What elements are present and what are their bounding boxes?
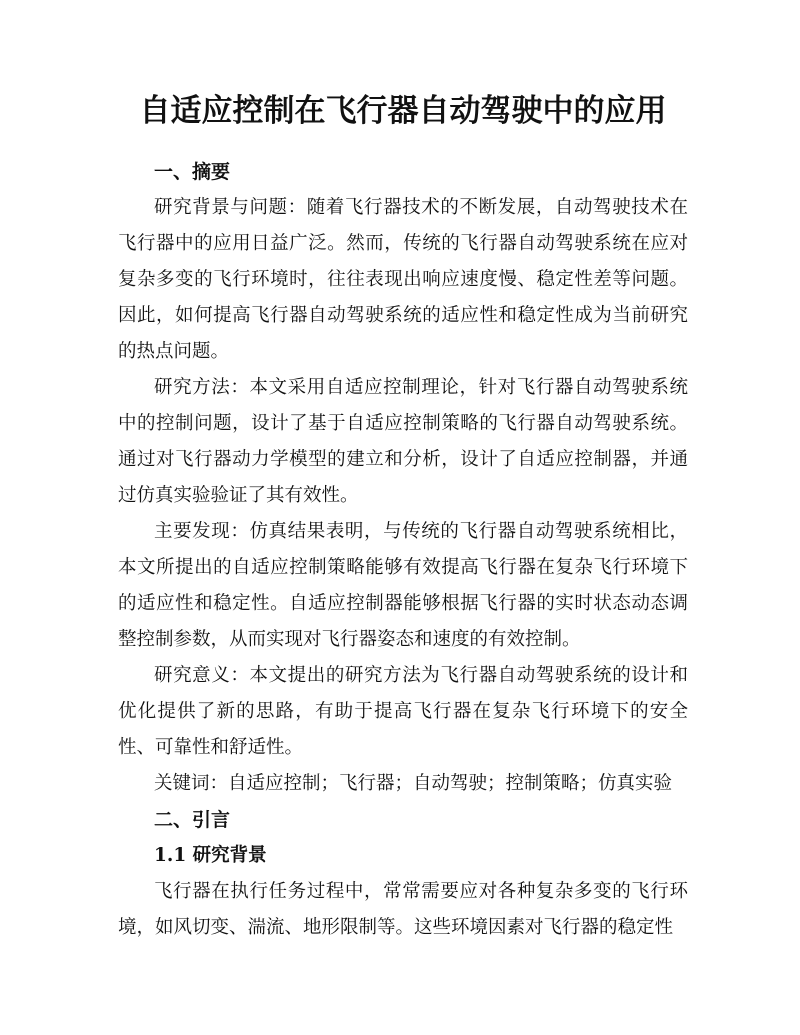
keywords-line: 关键词：自适应控制；飞行器；自动驾驶；控制策略；仿真实验 [154,773,673,794]
abstract-paragraph-significance: 研究意义：本文提出的研究方法为飞行器自动驾驶系统的设计和优化提供了新的思路，有助于提高飞行器在复杂飞行环境下的安全性、可靠性和舒适性。 [118,665,688,758]
introduction-paragraph: 飞行器在执行任务过程中，常常需要应对各种复杂多变的飞行环境，如风切变、湍流、地形限制等。这些环境因素对飞行器的稳定性 [118,881,688,938]
abstract-paragraph-method: 研究方法：本文采用自适应控制理论，针对飞行器自动驾驶系统中的控制问题，设计了基于自适应控制策略的飞行器自动驾驶系统。通过对飞行器动力学模型的建立和分析，设计了自适应控制器，并通过仿真实验验证了其有效性。 [118,377,688,506]
abstract-paragraph-background: 研究背景与问题：随着飞行器技术的不断发展，自动驾驶技术在飞行器中的应用日益广泛。然而，传统的飞行器自动驾驶系统在应对复杂多变的飞行环境时，往往表现出响应速度慢、稳定性差等问题。因此，如何提高飞行器自动驾驶系统的适应性和稳定性成为当前研究的热点问题。 [118,197,688,362]
research-background-subheading: 1.1 研究背景 [154,845,267,866]
introduction-heading: 二、引言 [154,809,231,831]
abstract-heading: 一、摘要 [154,161,231,183]
document-title: 自适应控制在飞行器自动驾驶中的应用 [139,93,667,129]
abstract-paragraph-findings: 主要发现：仿真结果表明，与传统的飞行器自动驾驶系统相比，本文所提出的自适应控制策略能够有效提高飞行器在复杂飞行环境下的适应性和稳定性。自适应控制器能够根据飞行器的实时状态动态调整控制参数，从而实现对飞行器姿态和速度的有效控制。 [118,521,688,650]
document-page [118,88,688,946]
